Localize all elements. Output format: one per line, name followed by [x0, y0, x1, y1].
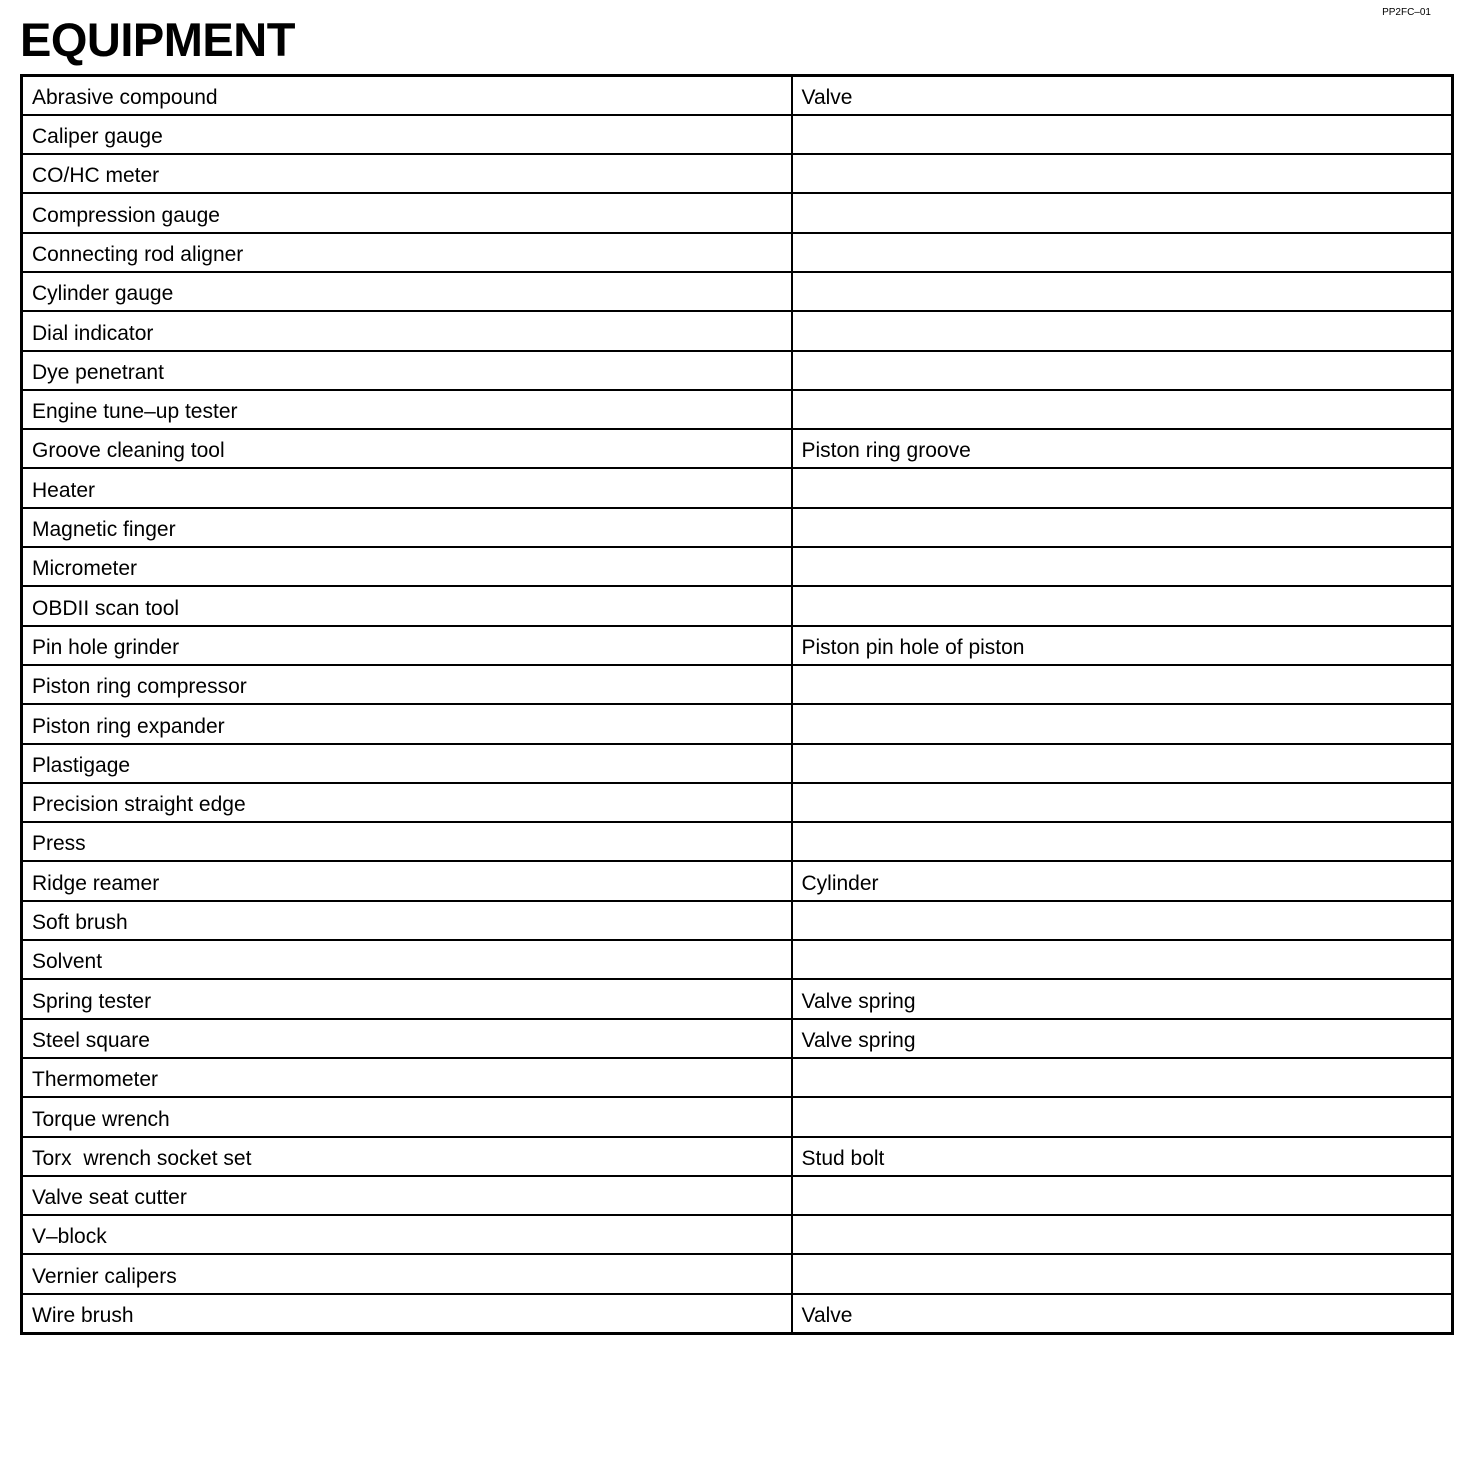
equipment-name-cell: Groove cleaning tool — [22, 429, 792, 468]
equipment-use-cell — [792, 233, 1453, 272]
equipment-use-cell — [792, 193, 1453, 232]
table-row — [22, 1097, 1453, 1136]
table-row — [22, 901, 1453, 940]
equipment-use-cell — [792, 154, 1453, 193]
table-row — [22, 1294, 1453, 1333]
equipment-name-cell: Ridge reamer — [22, 861, 792, 900]
equipment-table-body — [22, 76, 1453, 1334]
table-row — [22, 626, 1453, 665]
equipment-name-cell: Torx wrench socket set — [22, 1137, 792, 1176]
table-row — [22, 822, 1453, 861]
equipment-use-cell: Valve — [792, 1294, 1453, 1333]
equipment-use-cell — [792, 586, 1453, 625]
table-row — [22, 272, 1453, 311]
table-row — [22, 311, 1453, 350]
table-row — [22, 783, 1453, 822]
table-row — [22, 1176, 1453, 1215]
equipment-name-cell: Spring tester — [22, 979, 792, 1018]
table-row — [22, 154, 1453, 193]
equipment-use-cell — [792, 1215, 1453, 1254]
equipment-name-cell: Vernier calipers — [22, 1254, 792, 1293]
table-row — [22, 1019, 1453, 1058]
equipment-name-cell: Steel square — [22, 1019, 792, 1058]
equipment-use-cell: Valve — [792, 76, 1453, 115]
table-row — [22, 704, 1453, 743]
equipment-name-cell: Torque wrench — [22, 1097, 792, 1136]
equipment-name-cell: Piston ring expander — [22, 704, 792, 743]
equipment-use-cell — [792, 1058, 1453, 1097]
equipment-name-cell: OBDII scan tool — [22, 586, 792, 625]
equipment-name-cell: Cylinder gauge — [22, 272, 792, 311]
equipment-use-cell: Piston ring groove — [792, 429, 1453, 468]
equipment-use-cell — [792, 665, 1453, 704]
equipment-name-cell: Piston ring compressor — [22, 665, 792, 704]
equipment-use-cell: Stud bolt — [792, 1137, 1453, 1176]
equipment-name-cell: Valve seat cutter — [22, 1176, 792, 1215]
equipment-use-cell — [792, 1176, 1453, 1215]
equipment-use-cell — [792, 901, 1453, 940]
table-row — [22, 233, 1453, 272]
table-row — [22, 586, 1453, 625]
equipment-use-cell: Valve spring — [792, 1019, 1453, 1058]
equipment-use-cell — [792, 704, 1453, 743]
table-row — [22, 979, 1453, 1018]
table-row — [22, 351, 1453, 390]
table-row — [22, 76, 1453, 115]
equipment-name-cell: Wire brush — [22, 1294, 792, 1333]
equipment-name-cell: Magnetic finger — [22, 508, 792, 547]
table-row — [22, 115, 1453, 154]
equipment-use-cell: Piston pin hole of piston — [792, 626, 1453, 665]
equipment-name-cell: Dial indicator — [22, 311, 792, 350]
equipment-name-cell: Abrasive compound — [22, 76, 792, 115]
equipment-name-cell: Dye penetrant — [22, 351, 792, 390]
table-row — [22, 1254, 1453, 1293]
equipment-use-cell — [792, 547, 1453, 586]
equipment-name-cell: V–block — [22, 1215, 792, 1254]
equipment-use-cell: Valve spring — [792, 979, 1453, 1018]
table-row — [22, 468, 1453, 507]
equipment-use-cell — [792, 940, 1453, 979]
table-row — [22, 390, 1453, 429]
equipment-name-cell: CO/HC meter — [22, 154, 792, 193]
equipment-name-cell: Pin hole grinder — [22, 626, 792, 665]
table-row — [22, 547, 1453, 586]
equipment-use-cell — [792, 1097, 1453, 1136]
equipment-name-cell: Micrometer — [22, 547, 792, 586]
equipment-use-cell — [792, 468, 1453, 507]
table-row — [22, 744, 1453, 783]
table-row — [22, 193, 1453, 232]
equipment-use-cell — [792, 744, 1453, 783]
equipment-name-cell: Thermometer — [22, 1058, 792, 1097]
page-title: EQUIPMENT — [20, 13, 295, 66]
table-row — [22, 940, 1453, 979]
equipment-use-cell — [792, 508, 1453, 547]
equipment-use-cell — [792, 311, 1453, 350]
table-row — [22, 1137, 1453, 1176]
equipment-name-cell: Solvent — [22, 940, 792, 979]
table-row — [22, 861, 1453, 900]
equipment-use-cell — [792, 822, 1453, 861]
equipment-table — [20, 74, 1454, 1335]
equipment-name-cell: Precision straight edge — [22, 783, 792, 822]
equipment-name-cell: Heater — [22, 468, 792, 507]
equipment-use-cell — [792, 390, 1453, 429]
equipment-name-cell: Compression gauge — [22, 193, 792, 232]
equipment-name-cell: Engine tune–up tester — [22, 390, 792, 429]
equipment-name-cell: Soft brush — [22, 901, 792, 940]
document-code: PP2FC–01 — [1382, 7, 1431, 18]
equipment-use-cell — [792, 351, 1453, 390]
equipment-name-cell: Press — [22, 822, 792, 861]
equipment-use-cell: Cylinder — [792, 861, 1453, 900]
table-row — [22, 429, 1453, 468]
table-row — [22, 508, 1453, 547]
equipment-name-cell: Caliper gauge — [22, 115, 792, 154]
table-row — [22, 1215, 1453, 1254]
equipment-use-cell — [792, 115, 1453, 154]
equipment-name-cell: Connecting rod aligner — [22, 233, 792, 272]
table-row — [22, 665, 1453, 704]
equipment-use-cell — [792, 1254, 1453, 1293]
table-row — [22, 1058, 1453, 1097]
equipment-use-cell — [792, 272, 1453, 311]
equipment-use-cell — [792, 783, 1453, 822]
equipment-name-cell: Plastigage — [22, 744, 792, 783]
